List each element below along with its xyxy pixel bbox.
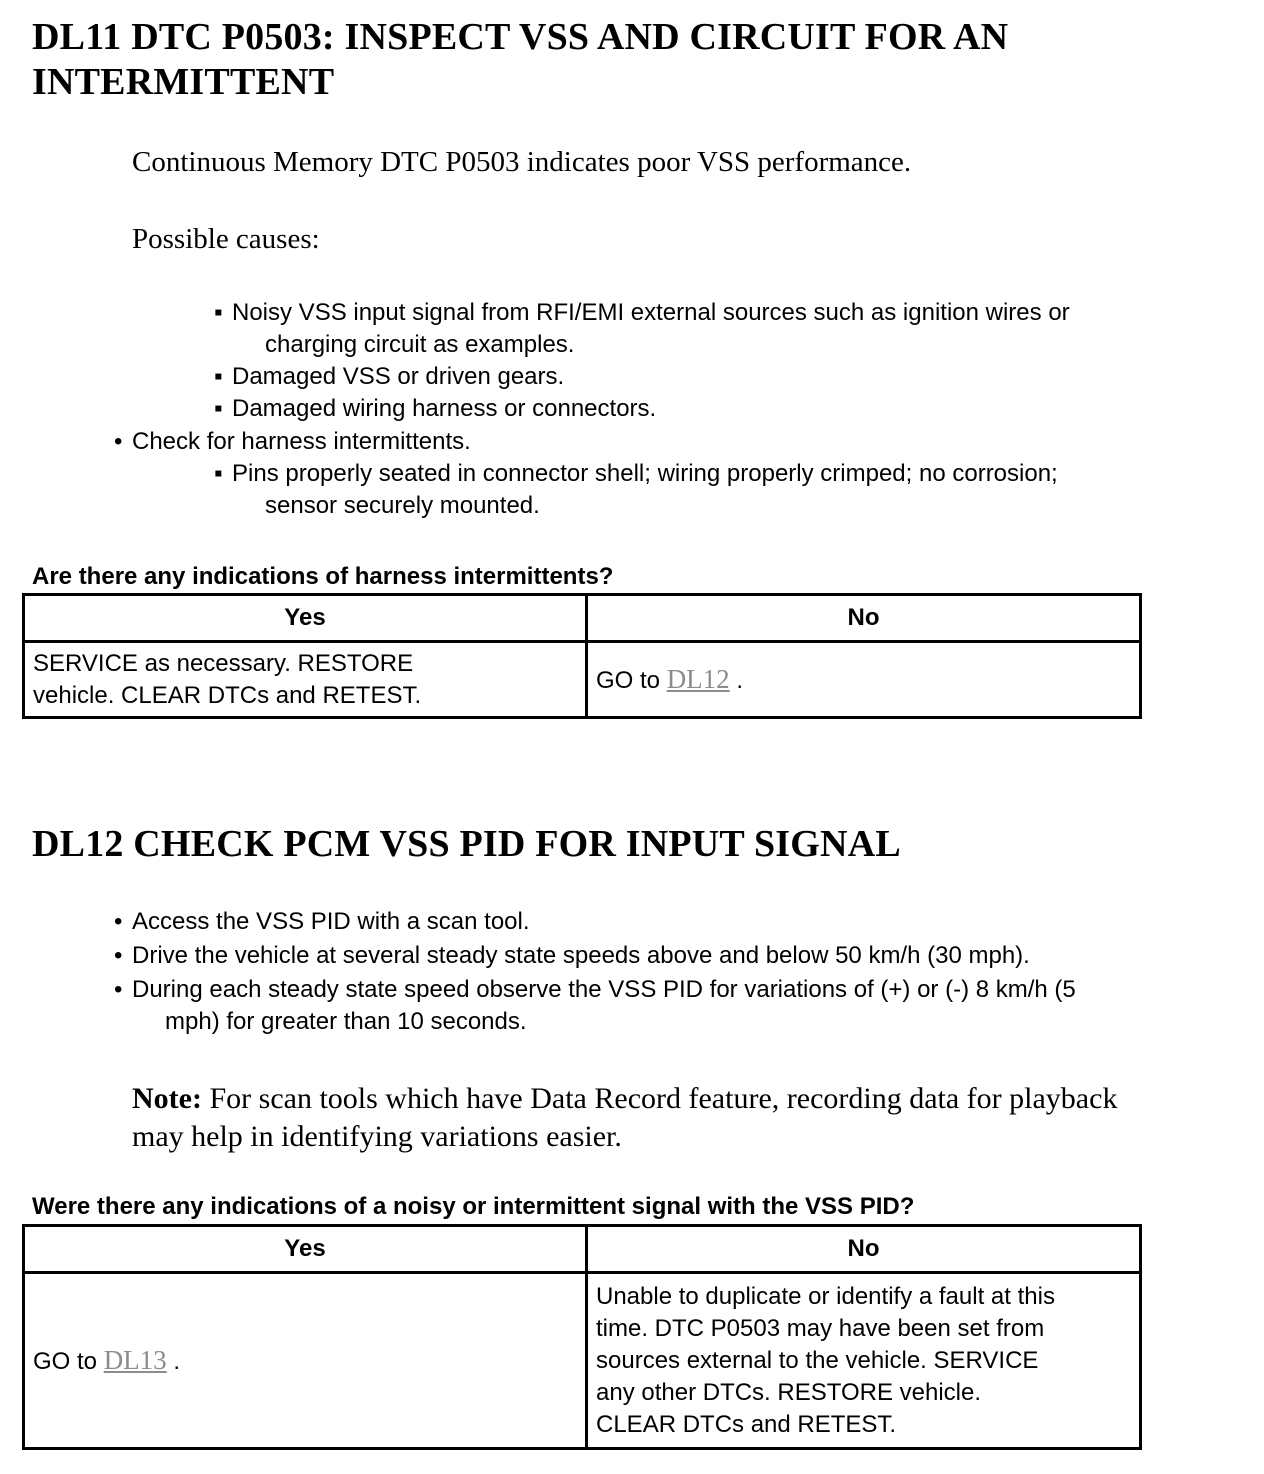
dl11-intro: Continuous Memory DTC P0503 indicates poor VSS performance.: [132, 146, 912, 178]
list-item: ▪ Damaged VSS or driven gears.: [232, 361, 564, 393]
round-bullet-icon: •: [114, 428, 123, 455]
dl12-answer-table: [22, 1224, 1142, 1450]
square-bullet-icon: ▪: [214, 299, 223, 326]
round-bullet-icon: •: [114, 942, 123, 969]
square-bullet-icon: ▪: [214, 363, 223, 390]
list-item: • Drive the vehicle at several steady state speeds above and below 50 km/h (30 mph).: [132, 940, 1030, 972]
square-bullet-icon: ▪: [214, 395, 223, 422]
no-header: No: [587, 1226, 1141, 1273]
list-item: • During each steady state speed observe the VSS PID for variations of (+) or (-) 8 km/h (5 mph) for greater than 10 seconds.: [114, 976, 1076, 1035]
no-cell: Unable to duplicate or identify a fault at this time. DTC P0503 may have been set from sources external to the vehicle. SERVICE any other DTCs. RESTORE vehicle. CLEAR DTCs and RETEST.: [587, 1273, 1141, 1449]
note-label: Note:: [132, 1082, 202, 1115]
possible-causes-label: Possible causes:: [132, 223, 320, 255]
dl11-question: Are there any indications of harness intermittents?: [32, 563, 614, 590]
dl12-question: Were there any indications of a noisy or intermittent signal with the VSS PID?: [32, 1193, 915, 1220]
no-cell: GO to DL12 .: [587, 642, 1141, 718]
list-item: ▪ Noisy VSS input signal from RFI/EMI external sources such as ignition wires or charging circuit as examples.: [214, 299, 1070, 358]
dl12-link[interactable]: DL12: [666, 663, 730, 694]
dl11-title: DL11 DTC P0503: INSPECT VSS AND CIRCUIT FOR AN INTERMITTENT: [32, 16, 1009, 103]
yes-header: Yes: [24, 1226, 587, 1273]
dl13-link[interactable]: DL13: [103, 1344, 167, 1375]
yes-cell: GO to DL13 .: [24, 1273, 587, 1449]
check-harness-step: • Check for harness intermittents.: [132, 426, 471, 458]
yes-cell: SERVICE as necessary. RESTORE vehicle. CLEAR DTCs and RETEST.: [24, 642, 587, 718]
list-item: ▪ Pins properly seated in connector shell; wiring properly crimped; no corrosion; sensor securely mounted.: [214, 460, 1058, 519]
round-bullet-icon: •: [114, 908, 123, 935]
list-item: • Access the VSS PID with a scan tool.: [132, 906, 530, 938]
dl11-answer-table: [22, 593, 1142, 719]
scan-tool-note: Note: For scan tools which have Data Record feature, recording data for playback may help in identifying variations easier.: [132, 1082, 1118, 1153]
square-bullet-icon: ▪: [214, 460, 223, 487]
dl12-title: DL12 CHECK PCM VSS PID FOR INPUT SIGNAL: [32, 823, 901, 865]
round-bullet-icon: •: [114, 976, 123, 1003]
no-header: No: [587, 595, 1141, 642]
list-item: ▪ Damaged wiring harness or connectors.: [232, 393, 656, 425]
yes-header: Yes: [24, 595, 587, 642]
